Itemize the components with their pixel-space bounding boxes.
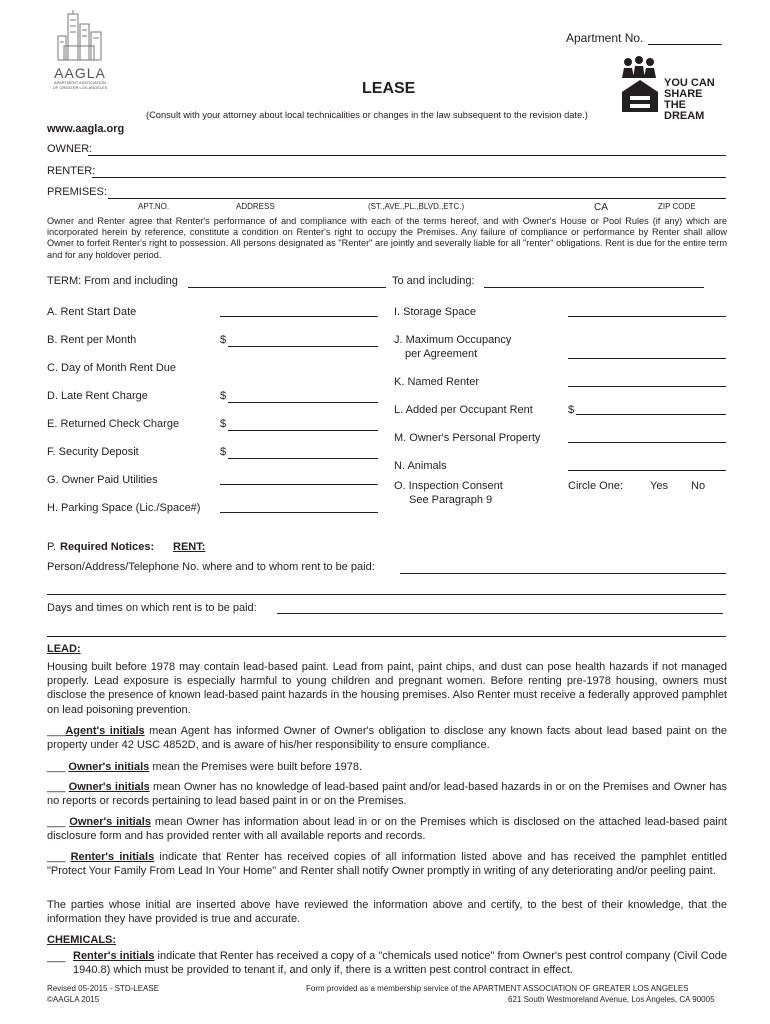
- agent-initials-text: mean Agent has informed Owner of Owner's obligation to disclose any known facts about lead based paint on the property under 42 USC 4852D, and is aware of his/her responsibility to ensure compliance.: [47, 725, 727, 752]
- item-g-label: G. Owner Paid Utilities: [47, 474, 158, 486]
- agent-initials-label: Agent's initials: [65, 725, 145, 737]
- item-o-label: O. Inspection Consent: [394, 480, 503, 492]
- lead-heading: LEAD:: [47, 643, 81, 655]
- named-renter-field[interactable]: [568, 386, 726, 387]
- item-l-label: L. Added per Occupant Rent: [394, 404, 533, 416]
- premises-address-label: ADDRESS: [236, 202, 275, 211]
- rent-per-month-dollar: $: [220, 334, 227, 346]
- term-from-label: TERM: From and including: [47, 275, 178, 287]
- apartment-no-label: Apartment No.: [566, 31, 644, 45]
- website: www.aagla.org: [47, 123, 125, 135]
- logo-sub1: APARTMENT ASSOCIATION: [53, 80, 107, 85]
- owner-initials-1-text: mean the Premises were built before 1978.: [149, 761, 363, 773]
- premises-zip-label: ZIP CODE: [658, 202, 696, 211]
- item-m-label: M. Owner's Personal Property: [394, 432, 541, 444]
- rent-per-month-field[interactable]: [228, 346, 378, 347]
- renter-initials-paragraph: [47, 850, 727, 878]
- eho-line2: SHARE: [664, 88, 703, 100]
- days-times-field-2[interactable]: [47, 636, 726, 637]
- aagla-logo: [52, 10, 108, 88]
- inspection-consent-yes[interactable]: Yes: [650, 480, 668, 492]
- page-title: LEASE: [362, 80, 416, 97]
- circle-one-label: Circle One:: [568, 480, 624, 492]
- item-j-label: J. Maximum Occupancy: [394, 334, 512, 346]
- term-to-field[interactable]: [484, 287, 704, 288]
- apartment-no-field[interactable]: [648, 44, 722, 45]
- late-rent-charge-field[interactable]: [228, 402, 378, 403]
- item-b-label: B. Rent per Month: [47, 334, 137, 346]
- eho-line3: THE DREAM: [664, 99, 705, 122]
- item-n-label: N. Animals: [394, 460, 447, 472]
- owner-paid-utilities-field[interactable]: [220, 484, 378, 485]
- item-f-label: F. Security Deposit: [47, 446, 139, 458]
- parking-space-field[interactable]: [220, 512, 378, 513]
- notices-prefix: P.: [47, 541, 56, 553]
- owner-initials-1-paragraph: [47, 760, 727, 774]
- days-times-field[interactable]: [277, 613, 723, 614]
- owner-initials-1-label: Owner's initials: [68, 761, 150, 773]
- owner-initials-3-text: mean Owner has information about lead in or on the Premises which is disclosed on the attached lead-based paint disclosure form and has provided renter with all available reports and records.: [47, 816, 727, 843]
- footer-provided: Form provided as a membership service of the APARTMENT ASSOCIATION OF GREATER LOS ANGELES: [306, 984, 689, 993]
- footer-revised: Revised 05-2015 - STD-LEASE: [47, 984, 160, 993]
- returned-check-dollar: $: [220, 418, 227, 430]
- returned-check-charge-field[interactable]: [228, 430, 378, 431]
- chemicals-paragraph: [73, 949, 727, 977]
- rent-start-date-field[interactable]: [220, 316, 378, 317]
- premises-field[interactable]: [108, 198, 726, 199]
- inspection-consent-no[interactable]: No: [691, 480, 706, 492]
- renter-initials-blank[interactable]: ___: [47, 851, 66, 863]
- renter-initials-label: Renter's initials: [70, 851, 155, 863]
- owner-field[interactable]: [88, 155, 726, 156]
- owner-initials-2-text: mean Owner has no knowledge of lead-based paint and/or lead-based hazards in or on the Premises and Owner has no reports or records pertaining to lead based paint in or on the Premises.: [47, 781, 727, 808]
- rent-heading: RENT:: [173, 541, 206, 553]
- owner-initials-2-label: Owner's initials: [68, 781, 150, 793]
- premises-label: PREMISES:: [47, 186, 107, 198]
- footer-address: 621 South Westmoreland Avenue, Los Angeles, CA 90005: [508, 995, 715, 1004]
- logo-name: AAGLA: [54, 65, 106, 81]
- item-h-label: H. Parking Space (Lic./Space#): [47, 502, 201, 514]
- chemicals-blank[interactable]: ___: [47, 951, 66, 963]
- owner-initials-3-blank[interactable]: ___: [47, 816, 66, 828]
- owner-initials-2-blank[interactable]: ___: [47, 781, 66, 793]
- owner-initials-3-paragraph: [47, 815, 727, 843]
- required-notices-label: Required Notices:: [60, 541, 155, 553]
- item-j-label-2: per Agreement: [405, 348, 478, 360]
- max-occupancy-field[interactable]: [568, 358, 726, 359]
- skyline-icon: [52, 10, 108, 62]
- chemicals-heading: CHEMICALS:: [47, 934, 117, 946]
- consult-note: (Consult with your attorney about local technicalities or changes in the law subsequent to the revision date.): [146, 110, 588, 120]
- person-address-label: Person/Address/Telephone No. where and to whom rent to be paid:: [47, 561, 375, 573]
- item-d-label: D. Late Rent Charge: [47, 390, 148, 402]
- added-occupant-rent-field[interactable]: [576, 414, 726, 415]
- premises-state: CA: [594, 202, 608, 213]
- chemicals-text: indicate that Renter has received a copy of a "chemicals used notice" from Owner's pest control company (Civil Code 1940.8) which must be provided to tenant if, and only if, there is a written pest control contract in effect.: [73, 950, 727, 977]
- premises-apt-label: APT.NO.: [138, 202, 170, 211]
- intro-paragraph: Owner and Renter agree that Renter's performance of and compliance with each of the terms hereof, and with Owner's House or Pool Rules (if any) which are incorporated herein by reference, constitute a condition on Renter's right to occupy the Premises. Any failure of compliance or performance by Renter shall allow Owner to forfeit Renter's right to possession. All persons designated as "Renter" are jointly and severally liable for all "renter" obligations. Rent is due for the entire term and for any holdover period.: [47, 216, 727, 260]
- lead-paragraph: Housing built before 1978 may contain lead-based paint. Lead from paint, paint chips, and dust can pose health hazards if not managed properly. Lead exposure is especially harmful to young children and pregnant women. Before renting pre-1978 housing, owners must disclose the presence of known lead-based paint hazards in the housing premises. Also Renter must receive a federally approved pamphlet on lead poisoning prevention.: [47, 661, 727, 716]
- security-deposit-dollar: $: [220, 446, 227, 458]
- item-o-label-2: See Paragraph 9: [409, 494, 493, 506]
- term-to-label: To and including:: [392, 275, 475, 287]
- renter-label: RENTER:: [47, 165, 96, 177]
- item-c-label: C. Day of Month Rent Due: [47, 362, 177, 374]
- storage-space-field[interactable]: [568, 316, 726, 317]
- days-times-label: Days and times on which rent is to be paid:: [47, 602, 257, 614]
- renter-field[interactable]: [92, 177, 726, 178]
- item-i-label: I. Storage Space: [394, 306, 476, 318]
- personal-property-field[interactable]: [568, 442, 726, 443]
- person-address-field[interactable]: [400, 573, 726, 574]
- logo-sub2: OF GREATER LOS ANGELES: [52, 85, 108, 90]
- agent-initials-paragraph: [47, 724, 727, 752]
- item-k-label: K. Named Renter: [394, 376, 479, 388]
- owner-initials-1-blank[interactable]: ___: [47, 761, 66, 773]
- added-occupant-dollar: $: [568, 404, 575, 416]
- equal-housing-logo: [620, 56, 720, 122]
- chemicals-renter-initials-label: Renter's initials: [73, 950, 155, 962]
- item-e-label: E. Returned Check Charge: [47, 418, 180, 430]
- late-rent-dollar: $: [220, 390, 227, 402]
- renter-initials-text: indicate that Renter has received copies of all information listed above and has received the pamphlet entitled "Protect Your Family From Lead In Your Home" and Renter shall notify Owner promptly in writing of any deteriorating and/or peeling paint.: [47, 851, 727, 878]
- eho-line1: YOU CAN: [664, 77, 715, 89]
- animals-field[interactable]: [568, 470, 726, 471]
- owner-initials-3-label: Owner's initials: [69, 816, 151, 828]
- person-address-field-2[interactable]: [47, 594, 726, 595]
- agent-initials-blank[interactable]: ___: [47, 725, 66, 737]
- term-from-field[interactable]: [188, 287, 386, 288]
- equal-housing-icon: [620, 56, 660, 112]
- owner-initials-2-paragraph: [47, 780, 727, 808]
- certify-paragraph: The parties whose initial are inserted above have reviewed the information above and certify, to the best of their knowledge, that the information they have provided is true and accurate.: [47, 899, 727, 926]
- owner-label: OWNER:: [47, 143, 93, 155]
- item-a-label: A. Rent Start Date: [47, 306, 137, 318]
- footer-copyright: ©AAGLA 2015: [47, 995, 100, 1004]
- premises-street-type-label: (ST.,AVE.,PL.,BLVD.,ETC.): [368, 202, 465, 211]
- security-deposit-field[interactable]: [228, 458, 378, 459]
